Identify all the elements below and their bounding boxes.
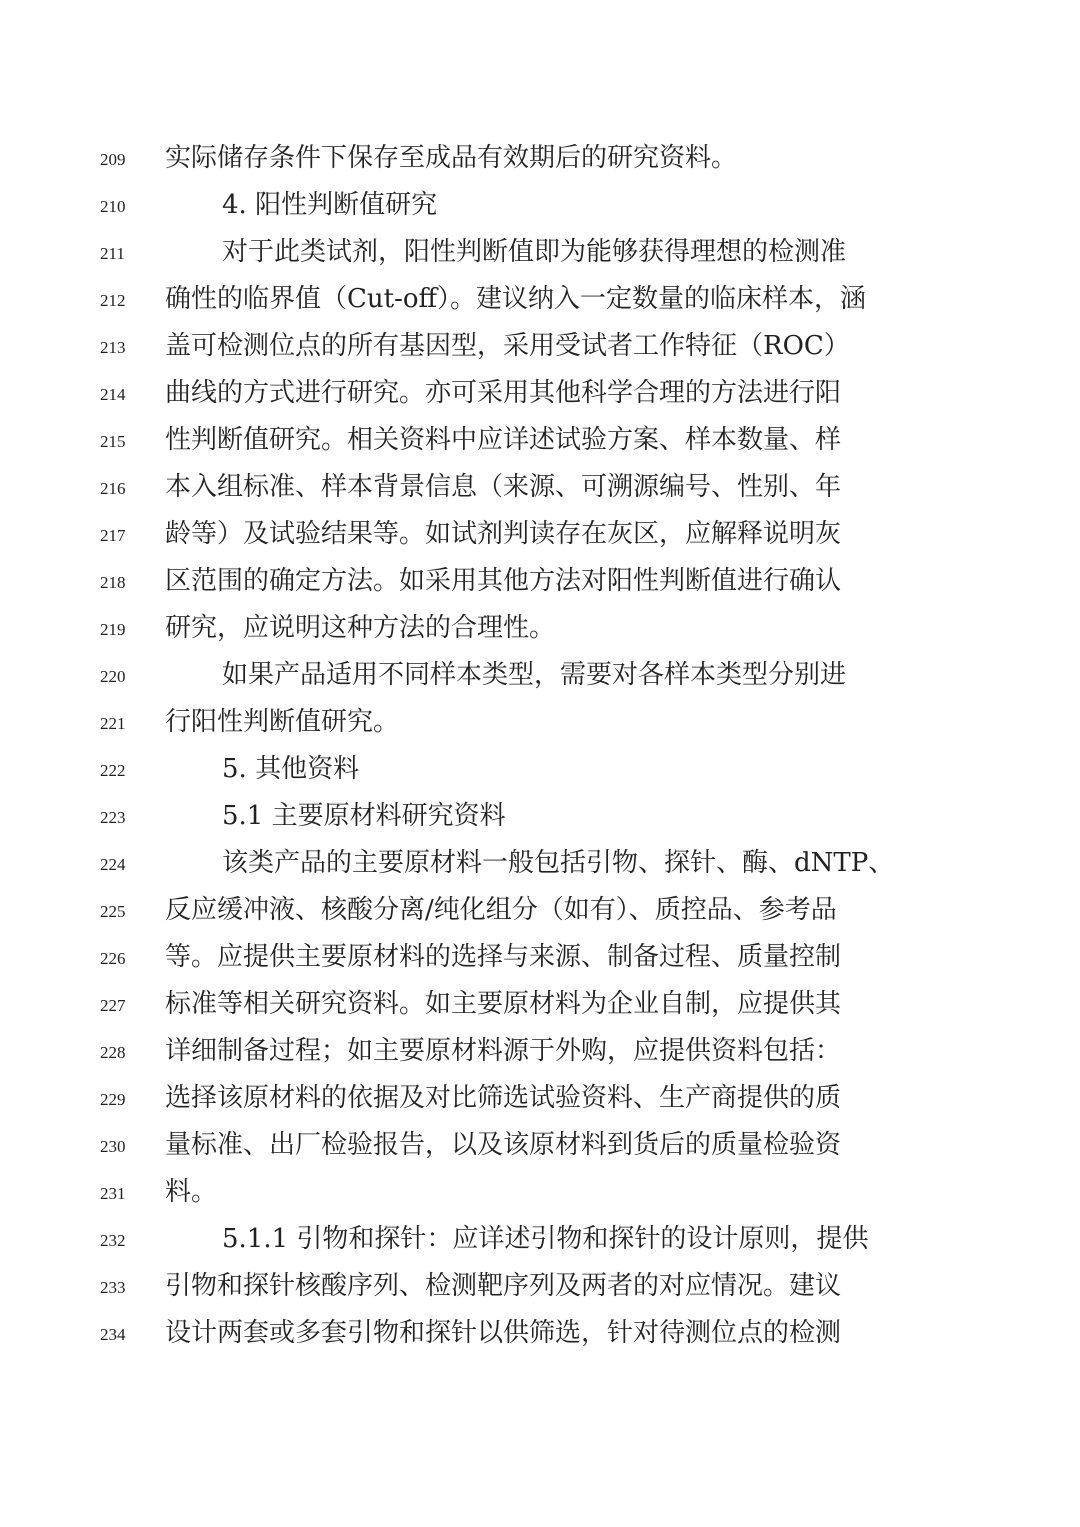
line-number: 214 xyxy=(100,385,126,404)
line-number: 228 xyxy=(100,1043,126,1062)
text-line xyxy=(0,328,1080,375)
line-text: 曲线的方式进行研究。亦可采用其他科学合理的方法进行阳 xyxy=(165,378,842,408)
line-text: 该类产品的主要原材料一般包括引物、探针、酶、dNTP、 xyxy=(222,848,895,878)
line-text: 行阳性判断值研究。 xyxy=(165,707,400,737)
line-number: 216 xyxy=(100,479,126,498)
line-number: 229 xyxy=(100,1090,126,1109)
subsection-heading-line xyxy=(0,798,1080,845)
line-number: 226 xyxy=(100,949,126,968)
line-number: 220 xyxy=(100,667,126,686)
line-text: 详细制备过程；如主要原材料源于外购，应提供资料包括： xyxy=(165,1036,842,1066)
line-text: 5.1.1 引物和探针：应详述引物和探针的设计原则，提供 xyxy=(222,1224,869,1254)
line-text: 盖可检测位点的所有基因型，采用受试者工作特征（ROC） xyxy=(165,331,850,361)
line-number: 223 xyxy=(100,808,126,827)
section-heading: 5. 其他资料 xyxy=(222,754,360,784)
line-text: 龄等）及试验结果等。如试剂判读存在灰区，应解释说明灰 xyxy=(165,519,842,549)
line-number: 234 xyxy=(100,1325,126,1344)
line-text: 设计两套或多套引物和探针以供筛选，针对待测位点的检测 xyxy=(165,1318,842,1348)
text-line xyxy=(0,1033,1080,1080)
line-number: 209 xyxy=(100,150,126,169)
line-number: 227 xyxy=(100,996,126,1015)
line-text: 量标准、出厂检验报告，以及该原材料到货后的质量检验资 xyxy=(165,1130,842,1160)
line-number: 225 xyxy=(100,902,126,921)
text-line xyxy=(0,375,1080,422)
line-text: 对于此类试剂，阳性判断值即为能够获得理想的检测准 xyxy=(222,237,847,267)
line-number: 233 xyxy=(100,1278,126,1297)
line-text: 反应缓冲液、核酸分离/纯化组分（如有）、质控品、参考品 xyxy=(165,895,837,925)
line-text: 标准等相关研究资料。如主要原材料为企业自制，应提供其 xyxy=(165,989,842,1019)
text-line xyxy=(0,516,1080,563)
text-line xyxy=(0,1221,1080,1268)
line-text: 引物和探针核酸序列、检测靶序列及两者的对应情况。建议 xyxy=(165,1271,842,1301)
line-text: 等。应提供主要原材料的选择与来源、制备过程、质量控制 xyxy=(165,942,842,972)
line-number: 230 xyxy=(100,1137,126,1156)
line-text: 实际储存条件下保存至成品有效期后的研究资料。 xyxy=(165,143,738,173)
section-heading-line xyxy=(0,751,1080,798)
section-heading-line xyxy=(0,187,1080,234)
text-line xyxy=(0,657,1080,704)
line-number: 224 xyxy=(100,855,126,874)
line-number: 215 xyxy=(100,432,126,451)
line-text: 本入组标准、样本背景信息（来源、可溯源编号、性别、年 xyxy=(165,472,842,502)
subsection-heading: 5.1 主要原材料研究资料 xyxy=(222,801,506,831)
line-number: 218 xyxy=(100,573,126,592)
text-line xyxy=(0,986,1080,1033)
line-text: 选择该原材料的依据及对比筛选试验资料、生产商提供的质 xyxy=(165,1083,842,1113)
line-text: 区范围的确定方法。如采用其他方法对阳性判断值进行确认 xyxy=(165,566,842,596)
line-number: 221 xyxy=(100,714,126,733)
line-text: 料。 xyxy=(165,1177,218,1207)
line-number: 222 xyxy=(100,761,126,780)
line-number: 231 xyxy=(100,1184,126,1203)
text-line xyxy=(0,845,1080,892)
line-number: 213 xyxy=(100,338,126,357)
text-line xyxy=(0,422,1080,469)
text-line xyxy=(0,892,1080,939)
text-line xyxy=(0,1174,1080,1221)
text-line xyxy=(0,704,1080,751)
text-line xyxy=(0,140,1080,187)
text-line xyxy=(0,610,1080,657)
line-number: 212 xyxy=(100,291,126,310)
section-heading: 4. 阳性判断值研究 xyxy=(222,190,438,220)
line-text: 研究，应说明这种方法的合理性。 xyxy=(165,613,556,643)
text-line xyxy=(0,939,1080,986)
text-line xyxy=(0,1315,1080,1362)
text-line xyxy=(0,234,1080,281)
line-number: 219 xyxy=(100,620,126,639)
text-line xyxy=(0,1268,1080,1315)
line-text: 确性的临界值（Cut-off）。建议纳入一定数量的临床样本，涵 xyxy=(165,284,866,314)
text-line xyxy=(0,1080,1080,1127)
line-number: 211 xyxy=(100,244,125,263)
text-line xyxy=(0,1127,1080,1174)
line-number: 210 xyxy=(100,197,126,216)
text-line xyxy=(0,281,1080,328)
text-line xyxy=(0,469,1080,516)
line-number: 232 xyxy=(100,1231,126,1250)
line-text: 如果产品适用不同样本类型，需要对各样本类型分别进 xyxy=(222,660,847,690)
line-text: 性判断值研究。相关资料中应详述试验方案、样本数量、样 xyxy=(165,425,842,455)
text-line xyxy=(0,563,1080,610)
line-number: 217 xyxy=(100,526,126,545)
